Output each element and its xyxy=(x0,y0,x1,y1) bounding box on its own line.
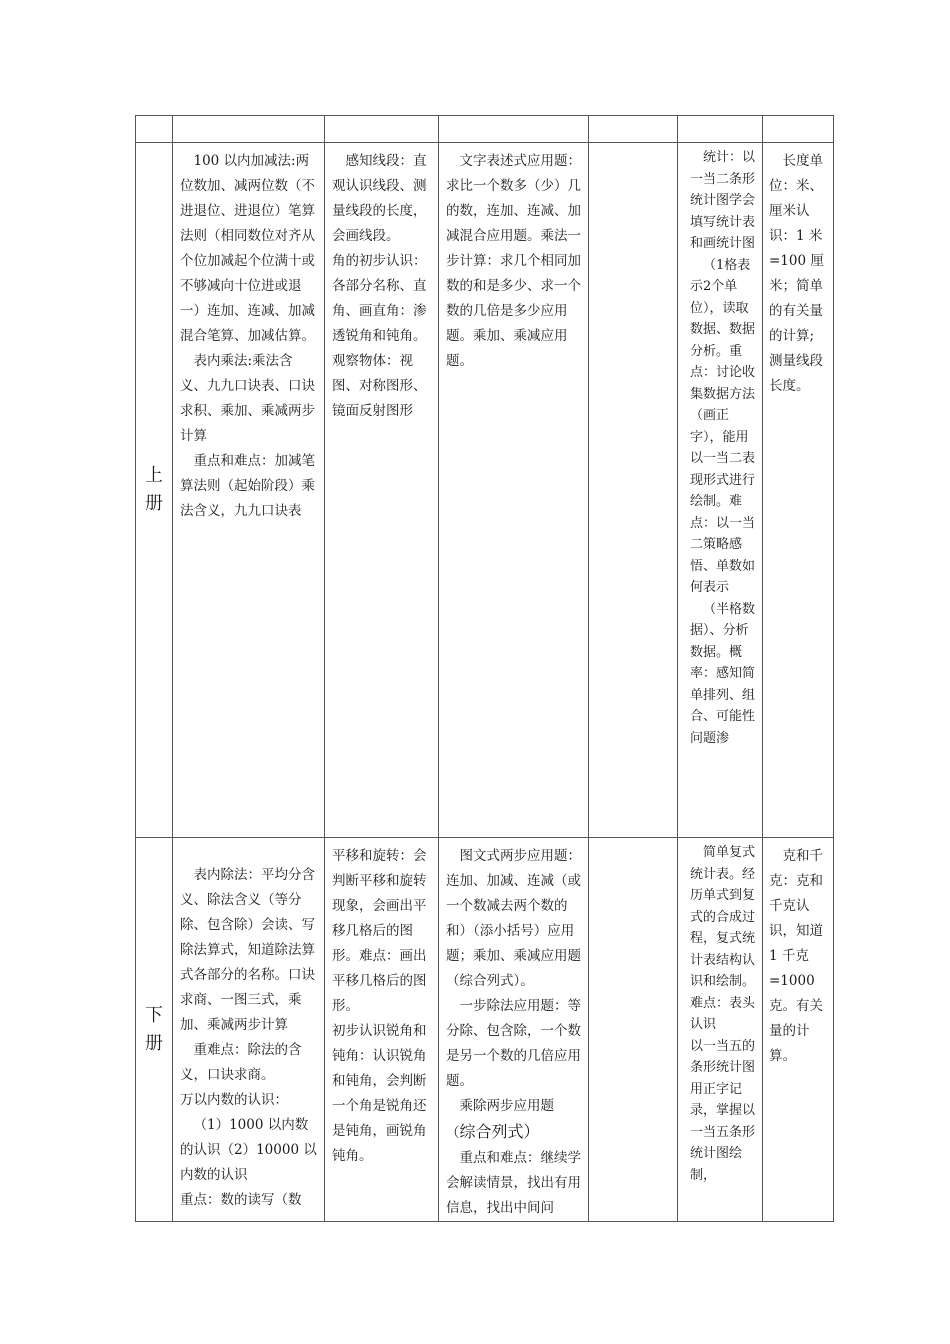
empty-cell xyxy=(589,838,678,1222)
header-cell xyxy=(325,116,439,143)
upper-volume-row xyxy=(136,143,834,838)
empty-cell xyxy=(589,143,678,838)
statistics-cell: 统计：以一当二条形统计图学会填写统计表和画统计图 （1格表示2个单位），读取数据、数据分析。重点：讨论收集数据方法（画正字），能用以一当二表现形式进行绘制。难点：以一当二策略感悟、单数如何表示 （半格数据）、分析数据。概率：感知简单排列、组合、可能性问题渗 xyxy=(678,143,763,838)
lower-volume-row xyxy=(136,838,834,1222)
header-cell xyxy=(589,116,678,143)
measurement-cell: 长度单位：米、厘米认识：1 米=100 厘米；简单的有关量的计算;测量线段长度。 xyxy=(763,143,834,838)
term-label-lower: 下 册 xyxy=(136,838,173,1222)
word-problems-cell: 图文式两步应用题：连加、加减、连减（或一个数减去两个数的和）（添小括号）应用题；乘加、乘减应用题（综合列式）。 一步除法应用题：等分除、包含除，一个数是另一个数的几倍应用题。 乘除两步应用题（综合列式） 重点和难点：继续学会解读情景，找出有用信息，找出中间问 xyxy=(439,838,589,1222)
header-cell xyxy=(173,116,325,143)
header-cell xyxy=(678,116,763,143)
header-cell xyxy=(439,116,589,143)
geometry-cell: 感知线段：直观认识线段、测量线段的长度，会画线段。 角的初步认识：各部分名称、直角、画直角：渗透锐角和钝角。观察物体：视图、对称图形、镜面反射图形 xyxy=(325,143,439,838)
geometry-cell: 平移和旋转：会判断平移和旋转现象，会画出平移几格后的图形。难点：画出平移几格后的图形。 初步认识锐角和钝角：认识锐角和钝角，会判断一个角是锐角还是钝角，画锐角钝角。 xyxy=(325,838,439,1222)
header-row xyxy=(136,116,834,143)
word-problems-cell: 文字表述式应用题：求比一个数多（少）几的数，连加、连减、加减混合应用题。乘法一步计算：求几个相同加数的和是多少、求一个数的几倍是多少应用题。乘加、乘减应用题。 xyxy=(439,143,589,838)
header-cell xyxy=(136,116,173,143)
measurement-cell: 克和千克：克和千克认识，知道 1 千克=1000 克。有关量的计算。 xyxy=(763,838,834,1222)
number-operations-cell: 表内除法：平均分含义、除法含义（等分除、包含除）会读、写除法算式，知道除法算式各部分的名称。口诀求商、一图三式，乘加、乘减两步计算 重难点：除法的含义，口诀求商。 万以内数的认识： （1）1000 以内数的认识（2）10000 以内数的认识 重点：数的读写（数 xyxy=(173,838,325,1222)
header-cell xyxy=(763,116,834,143)
term-label-upper: 上 册 xyxy=(136,143,173,838)
number-operations-cell: 100 以内加减法:两位数加、减两位数（不进退位、进退位）笔算法则（相同数位对齐从个位加减起个位满十或不够减向十位进或退一）连加、连减、加减混合笔算、加减估算。 表内乘法:乘法含义、九九口诀表、口诀求积、乘加、乘减两步计算 重点和难点：加减笔算法则（起始阶段）乘法含义，九九口诀表 xyxy=(173,143,325,838)
statistics-cell: 简单复式统计表。经历单式到复式的合成过程，复式统计表结构认识和绘制。难点：表头认识 以一当五的条形统计图用正字记录，掌握以一当五条形统计图绘制， xyxy=(678,838,763,1222)
curriculum-table xyxy=(135,115,834,1222)
